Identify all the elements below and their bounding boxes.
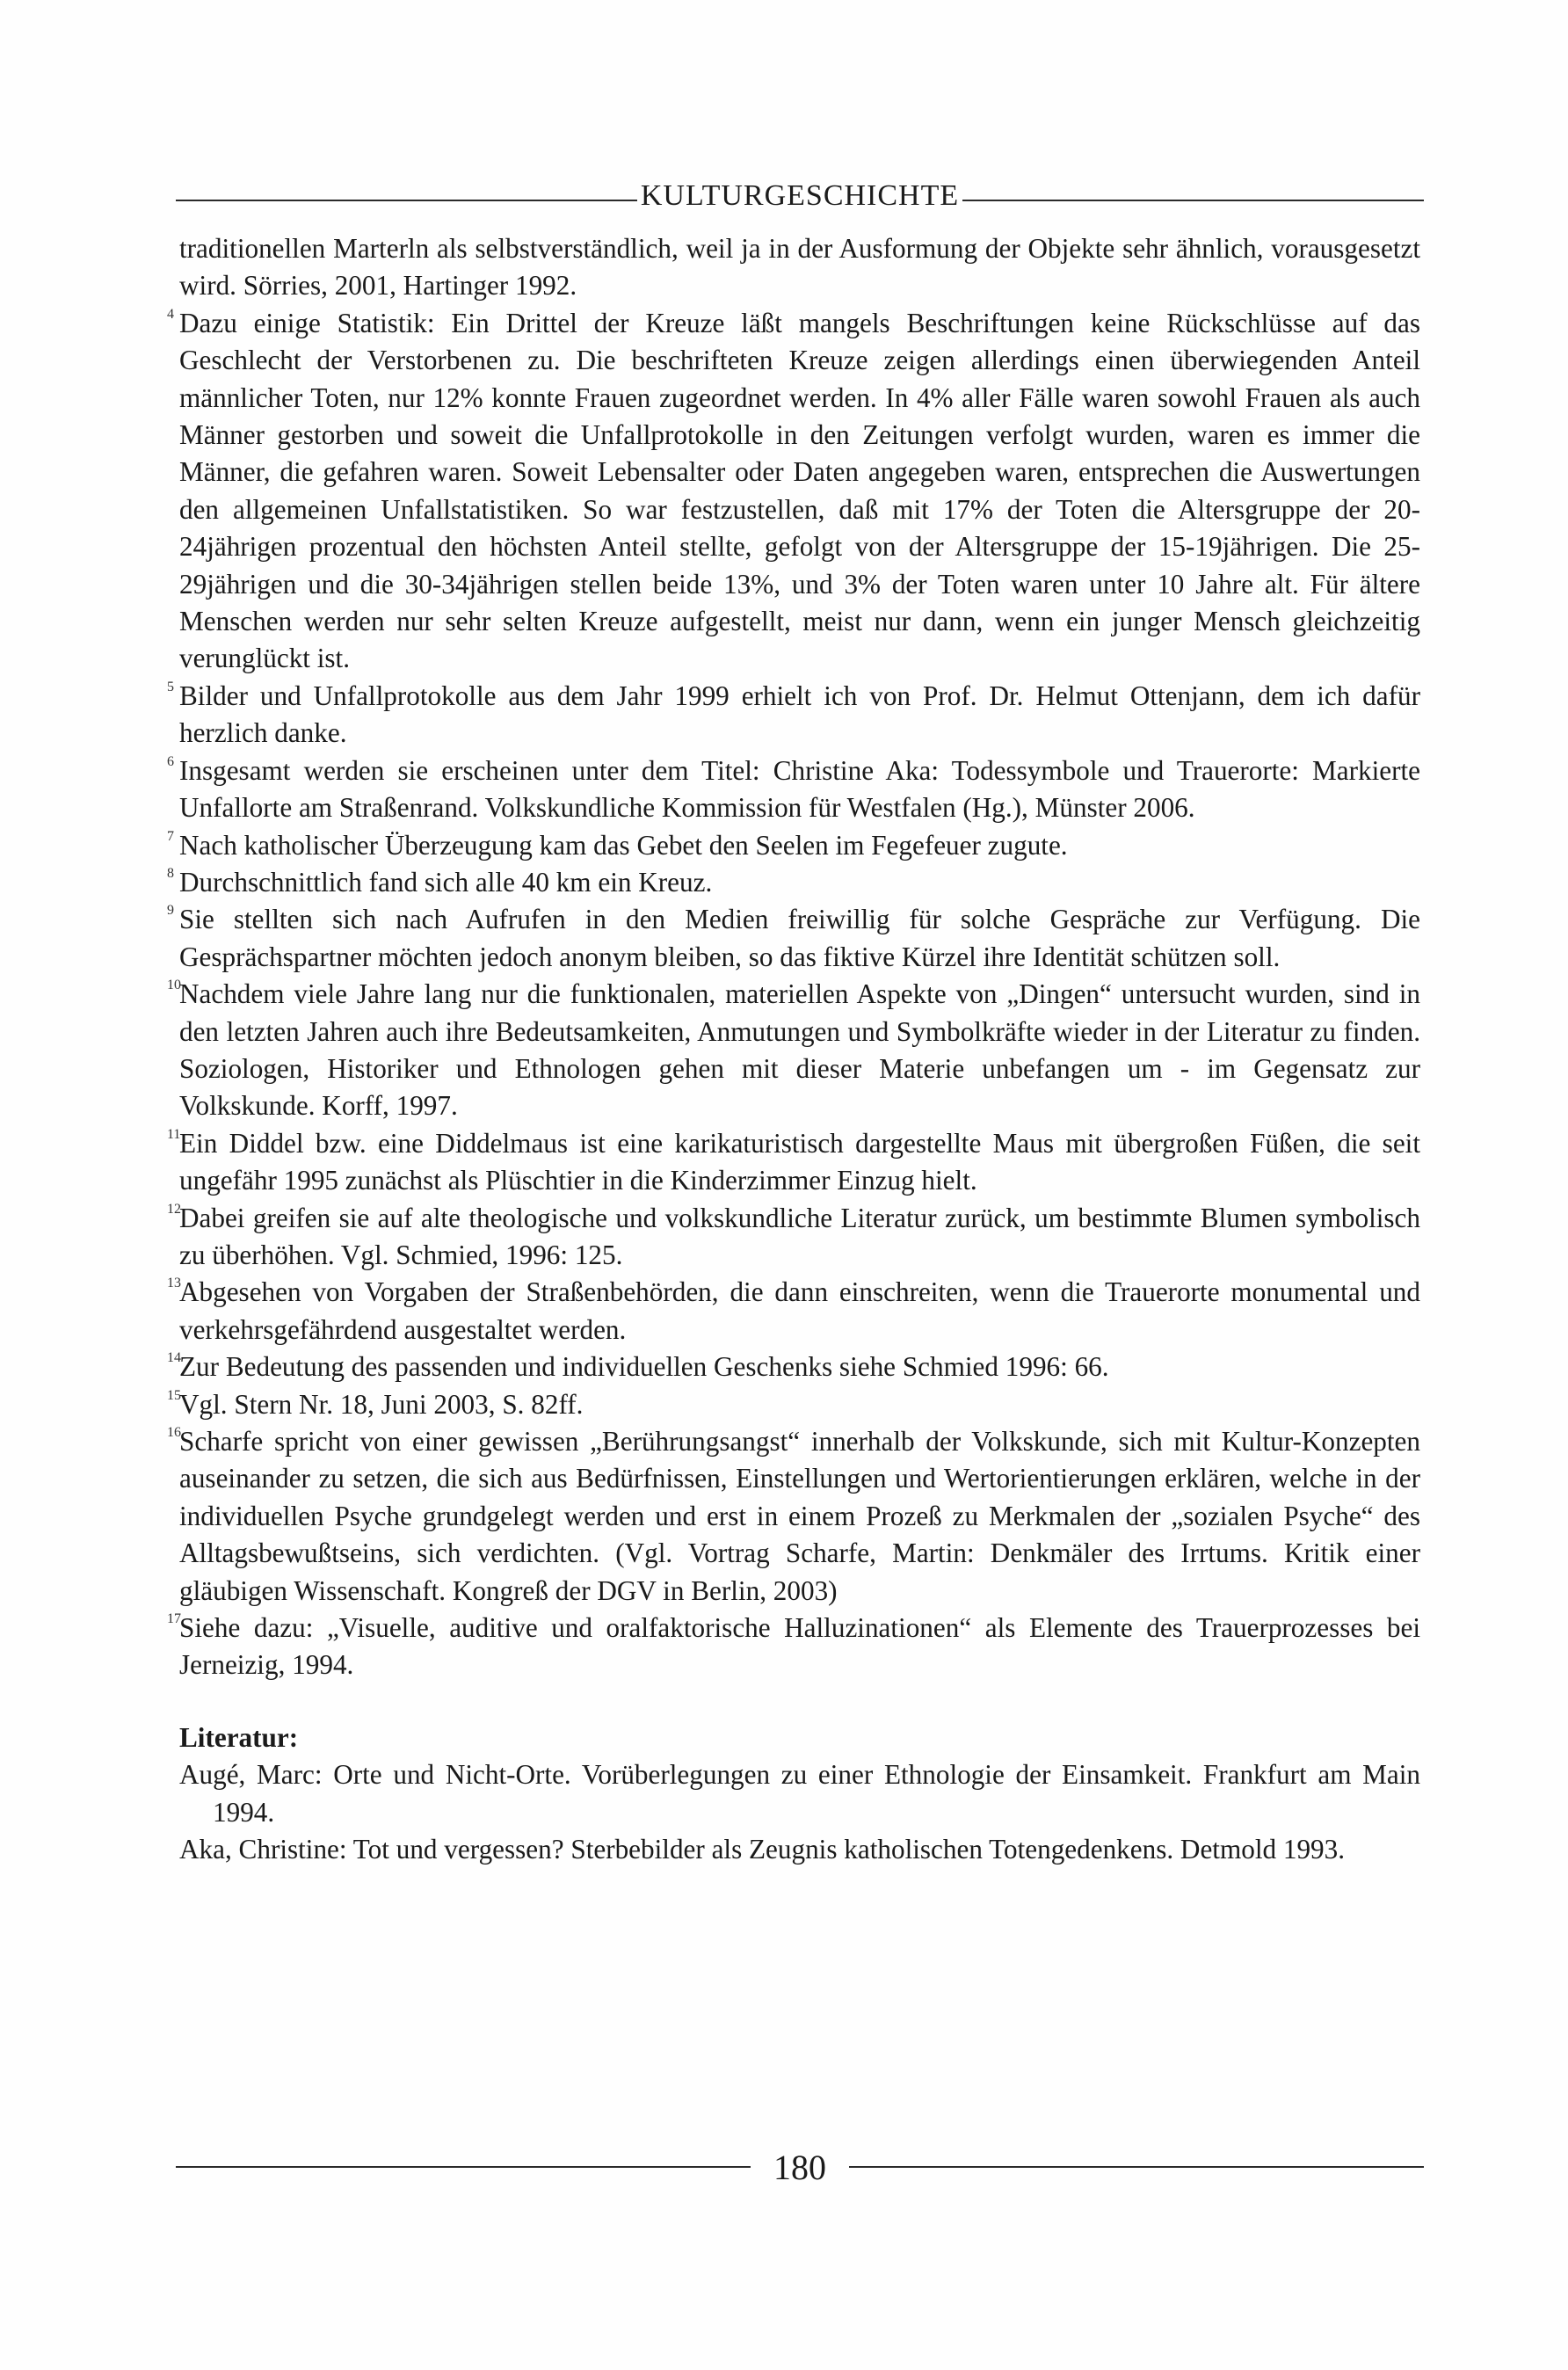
literature-entry: Augé, Marc: Orte und Nicht-Orte. Vorüberlegungen zu einer Ethnologie der Einsamkeit. Frankfurt am Main 1994. — [179, 1759, 1420, 1828]
footnote-text: Zur Bedeutung des passenden und individuellen Geschenks siehe Schmied 1996: 66. — [179, 1351, 1109, 1383]
footnote-8 — [167, 864, 1420, 901]
footnote-16 — [167, 1423, 1420, 1610]
running-header — [176, 174, 1424, 218]
footnote-text: Sie stellten sich nach Aufrufen in den Medien freiwillig für solche Gespräche zur Verfügung. Die Gesprächspartner möchten jedoch anonym bleiben, so das fiktive Kürzel ihre Identität schützen soll. — [179, 904, 1420, 972]
literature-entry: Aka, Christine: Tot und vergessen? Sterbebilder als Zeugnis katholischen Totengedenkens. Detmold 1993. — [179, 1834, 1346, 1865]
footer-rule-right — [849, 2166, 1424, 2168]
footnote-number: 17 — [167, 1611, 181, 1627]
footnote-text: Dabei greifen sie auf alte theologische und volkskundliche Literatur zurück, um bestimmte Blumen symbolisch zu überhöhen. Vgl. Schmied, 1996: 125. — [179, 1202, 1420, 1270]
footnote-text: Bilder und Unfallprotokolle aus dem Jahr 1999 erhielt ich von Prof. Dr. Helmut Ottenjann, dem ich dafür herzlich danke. — [179, 680, 1420, 749]
footnote-12 — [167, 1200, 1420, 1275]
footnote-text: Nachdem viele Jahre lang nur die funktionalen, materiellen Aspekte von „Dingen“ untersucht wurden, sind in den letzten Jahren auch ihre Bedeutsamkeiten, Anmutungen und Symbolkräfte wieder in der Literatur zu finden. Soziologen, Historiker und Ethnologen gehen mit dieser Materie unbefangen um - im Gegensatz zur Volkskunde. Korff, 1997. — [179, 978, 1420, 1122]
footnote-number: 14 — [167, 1350, 181, 1366]
literature-heading: Literatur: — [179, 1721, 299, 1753]
footnotes-body — [167, 230, 1420, 1868]
footnote-number: 4 — [167, 306, 174, 322]
footnote-number: 13 — [167, 1276, 181, 1291]
footnote-number: 15 — [167, 1387, 181, 1403]
header-rule-left — [176, 200, 637, 201]
footnote-number: 16 — [167, 1425, 181, 1440]
footnote-text: Durchschnittlich fand sich alle 40 km ein Kreuz. — [179, 866, 713, 898]
footnote-13 — [167, 1274, 1420, 1349]
page-number: 180 — [773, 2147, 826, 2187]
footnote-6 — [167, 752, 1420, 827]
footnote-10 — [167, 976, 1420, 1125]
footnote-number: 12 — [167, 1201, 181, 1217]
running-title: KULTURGESCHICHTE — [640, 179, 960, 212]
footnote-number: 8 — [167, 865, 174, 881]
continued-footnote-text: traditionellen Marterln als selbstverständlich, weil ja in der Ausformung der Objekte sehr ähnlich, vorausgesetzt wird. Sörries, 2001, Hartinger 1992. — [179, 233, 1420, 302]
footnote-number: 6 — [167, 753, 174, 769]
footnote-17 — [167, 1610, 1420, 1684]
footnote-number: 9 — [167, 903, 174, 919]
footnote-text: Scharfe spricht von einer gewissen „Berührungsangst“ innerhalb der Volkskunde, sich mit Kultur-Konzepten auseinander zu setzen, die sich aus Bedürfnissen, Einstellungen und Wertorientierungen erklären, welche in der individuellen Psyche grundgelegt werden und erst in einem Prozeß zu Merkmalen der „sozialen Psyche“ des Alltagsbewußtseins, sich verdichten. (Vgl. Vortrag Scharfe, Martin: Denkmäler des Irrtums. Kritik einer gläubigen Wissenschaft. Kongreß der DGV in Berlin, 2003) — [179, 1426, 1420, 1606]
footnote-text: Ein Diddel bzw. eine Diddelmaus ist eine karikaturistisch dargestellte Maus mit übergroßen Füßen, die seit ungefähr 1995 zunächst als Plüschtier in die Kinderzimmer Einzug hielt. — [179, 1127, 1420, 1196]
footnote-number: 5 — [167, 679, 174, 694]
footnote-4 — [167, 305, 1420, 678]
footnote-5 — [167, 678, 1420, 752]
footnote-15 — [167, 1386, 1420, 1423]
footnote-text: Siehe dazu: „Visuelle, auditive und oralfaktorische Halluzinationen“ als Elemente des Trauerprozesses bei Jerneizig, 1994. — [179, 1612, 1420, 1681]
header-rule-right — [962, 200, 1424, 201]
footnote-text: Insgesamt werden sie erscheinen unter dem Titel: Christine Aka: Todessymbole und Trauerorte: Markierte Unfallorte am Straßenrand. Volkskundliche Kommission für Westfalen (Hg.), Münster 2006. — [179, 754, 1420, 824]
footnote-number: 10 — [167, 978, 181, 993]
footnote-7 — [167, 827, 1420, 864]
footnote-9 — [167, 901, 1420, 976]
footnote-14 — [167, 1349, 1420, 1385]
footnote-text: Nach katholischer Überzeugung kam das Gebet den Seelen im Fegefeuer zugute. — [179, 829, 1068, 861]
footnote-number: 11 — [167, 1126, 181, 1142]
footnote-11 — [167, 1125, 1420, 1200]
footnote-text: Dazu einige Statistik: Ein Drittel der Kreuze läßt mangels Beschriftungen keine Rückschlüsse auf das Geschlecht der Verstorbenen zu. Die beschrifteten Kreuze zeigen allerdings einen überwiegenden Anteil männlicher Toten, nur 12% konnte Frauen zugeordnet werden. In 4% aller Fälle waren sowohl Frauen als auch Männer gestorben und soweit die Unfallprotokolle in den Zeitungen verfolgt wurden, waren es immer die Männer, die gefahren waren. Soweit Lebensalter oder Daten angegeben waren, entsprechen die Auswertungen den allgemeinen Unfallstatistiken. So war festzustellen, daß mit 17% der Toten die Altersgruppe der 20-24jährigen prozentual den höchsten Anteil stellte, gefolgt von der Altersgruppe der 15-19jährigen. Die 25-29jährigen und die 30-34jährigen stellen beide 13%, und 3% der Toten waren unter 10 Jahre alt. Für ältere Menschen werden nur sehr selten Kreuze aufgestellt, meist nur dann, wenn ein junger Mensch gleichzeitig verunglückt ist. — [179, 307, 1420, 674]
page-footer — [176, 2141, 1424, 2193]
footnote-text: Abgesehen von Vorgaben der Straßenbehörden, die dann einschreiten, wenn die Trauerorte monumental und verkehrsgefährdend ausgestaltet werden. — [179, 1276, 1420, 1345]
footnote-text: Vgl. Stern Nr. 18, Juni 2003, S. 82ff. — [179, 1388, 584, 1420]
footnote-number: 7 — [167, 828, 174, 844]
footer-rule-left — [176, 2166, 751, 2168]
